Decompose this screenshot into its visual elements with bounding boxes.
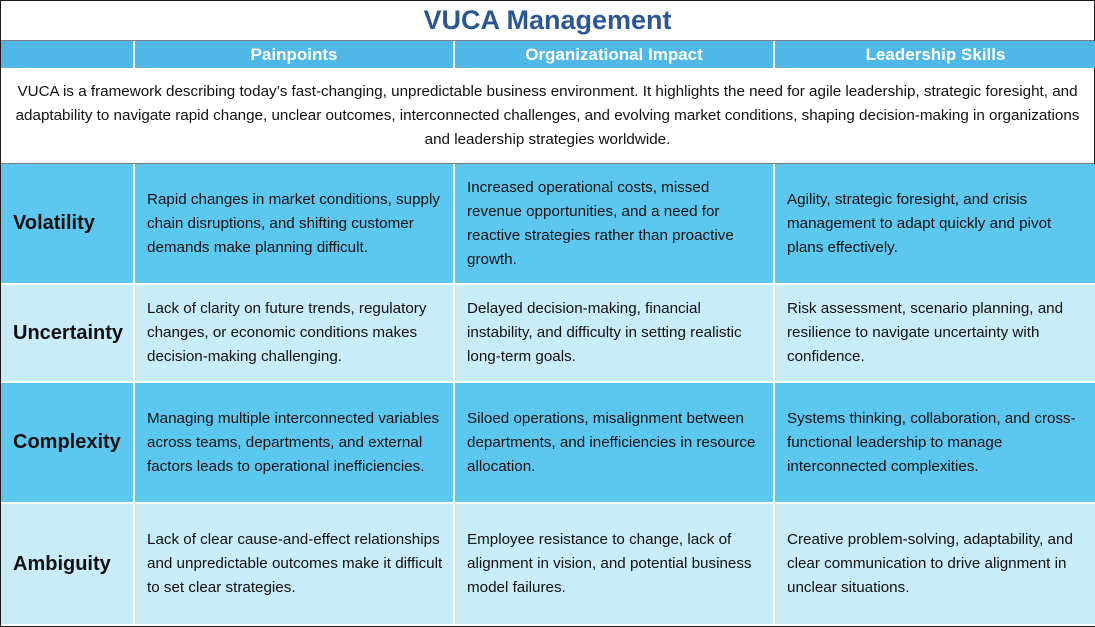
row-label: Volatility <box>13 212 95 234</box>
impact-cell <box>455 383 775 504</box>
row-label-cell <box>1 504 135 626</box>
table-row-ambiguity <box>1 504 1094 626</box>
painpoints-cell <box>135 285 455 383</box>
painpoints-text: Lack of clear cause-and-effect relationships and unpredictable outcomes make it difficult to set clear strategies. <box>147 531 443 596</box>
skills-text: Risk assessment, scenario planning, and resilience to navigate uncertainty with confidence. <box>787 300 1064 365</box>
painpoints-text: Managing multiple interconnected variables across teams, departments, and external factors leads to operational inefficiencies. <box>147 409 440 475</box>
row-label: Complexity <box>13 431 121 453</box>
painpoints-text: Lack of clarity on future trends, regulatory changes, or economic conditions makes decision-making challenging. <box>147 300 427 365</box>
intro-row <box>1 68 1094 164</box>
header-cell-empty <box>1 41 135 68</box>
row-label: Uncertainty <box>13 321 124 344</box>
painpoints-text: Rapid changes in market conditions, supply chain disruptions, and shifting customer demands make planning difficult. <box>147 190 440 256</box>
table-row-uncertainty <box>1 285 1094 383</box>
impact-cell <box>455 285 775 383</box>
header-leadership-skills: Leadership Skills <box>775 41 1095 68</box>
impact-text: Employee resistance to change, lack of alignment in vision, and potential business model failures. <box>467 531 752 596</box>
painpoints-cell <box>135 164 455 285</box>
skills-cell <box>775 164 1095 285</box>
impact-text: Increased operational costs, missed revenue opportunities, and a need for reactive strategies rather than proactive growth. <box>467 178 734 268</box>
table-row-volatility <box>1 164 1094 285</box>
impact-text: Siloed operations, misalignment between departments, and inefficiencies in resource allocation. <box>467 409 756 475</box>
painpoints-cell <box>135 383 455 504</box>
row-label: Ambiguity <box>13 552 111 575</box>
impact-cell <box>455 164 775 285</box>
title-row <box>1 1 1094 41</box>
skills-text: Systems thinking, collaboration, and cross-functional leadership to manage interconnected complexities. <box>787 409 1076 475</box>
impact-text: Delayed decision-making, financial instability, and difficulty in setting realistic long-term goals. <box>467 300 742 365</box>
skills-cell <box>775 383 1095 504</box>
skills-cell <box>775 285 1095 383</box>
intro-text: VUCA is a framework describing today’s fast-changing, unpredictable business environment. It highlights the need for agile leadership, strategic foresight, and adaptability to navigate rapid change, unclear outcomes, interconnected challenges, and evolving market conditions, shaping decision-making in organizations and leadership strategies worldwide. <box>15 82 1080 148</box>
skills-text: Agility, strategic foresight, and crisis management to adapt quickly and pivot plans effectively. <box>787 190 1052 256</box>
header-painpoints: Painpoints <box>135 41 455 68</box>
skills-text: Creative problem-solving, adaptability, and clear communication to drive alignment in unclear situations. <box>787 531 1073 596</box>
page-title: VUCA Management <box>423 5 672 35</box>
skills-cell <box>775 504 1095 626</box>
row-label-cell <box>1 285 135 383</box>
header-organizational-impact: Organizational Impact <box>455 41 775 68</box>
header-row <box>1 41 1094 68</box>
row-label-cell <box>1 383 135 504</box>
row-label-cell <box>1 164 135 285</box>
painpoints-cell <box>135 504 455 626</box>
impact-cell <box>455 504 775 626</box>
table-row-complexity <box>1 383 1094 504</box>
